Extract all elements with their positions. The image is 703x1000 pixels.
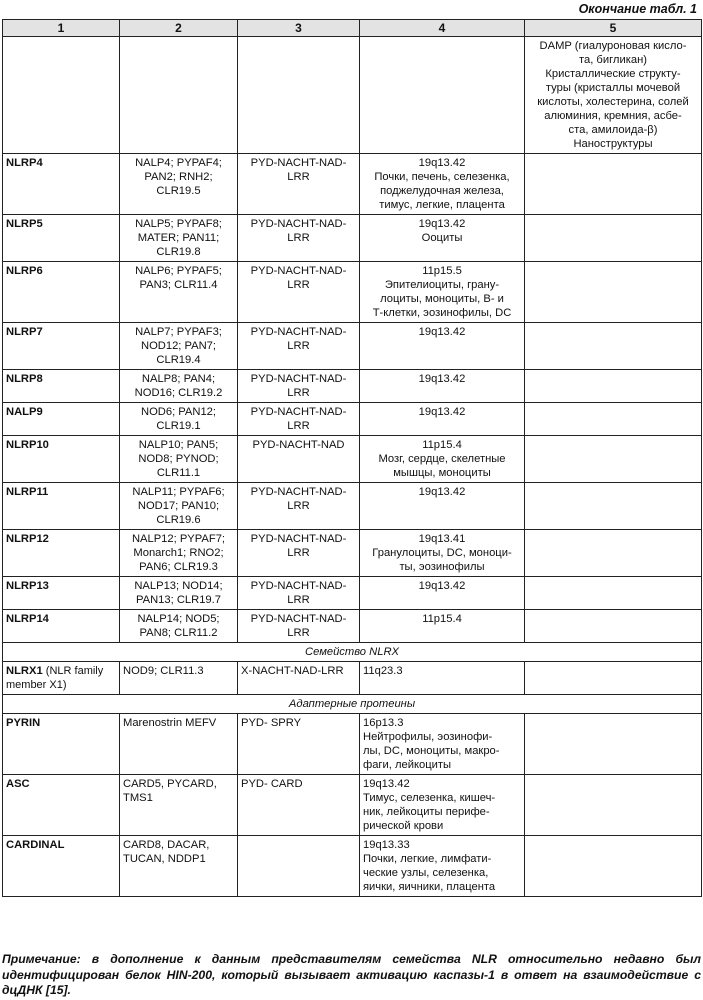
cell-line: Наноструктуры <box>573 138 653 150</box>
cell-line: PYD-NACHT-NAD- <box>250 326 347 338</box>
locus-tissue-cell <box>360 530 525 577</box>
header-row <box>3 20 702 37</box>
protein-name-cell <box>3 714 120 775</box>
cell-line: LRR <box>287 340 310 352</box>
locus-tissue-cell <box>360 714 525 775</box>
col-header-3: 3 <box>238 20 360 37</box>
locus-value: 11q23.3 <box>363 665 403 677</box>
cell-line: LRR <box>287 279 310 291</box>
domain-value: X-NACHT-NAD-LRR <box>241 665 344 677</box>
protein-name-cell <box>3 154 120 215</box>
cell-line: NOD17; PAN10; <box>137 500 220 512</box>
locus-tissue-cell <box>360 436 525 483</box>
table-row <box>3 154 702 215</box>
locus-tissue-cell <box>360 370 525 403</box>
domain-cell <box>238 577 360 610</box>
protein-name: NLRP6 <box>6 265 43 277</box>
cell-line: Кристаллические структу- <box>545 68 681 80</box>
protein-name: NLRP5 <box>6 218 43 230</box>
table-row <box>3 436 702 483</box>
protein-name: NLRP4 <box>6 157 43 169</box>
locus-tissue-cell <box>360 775 525 836</box>
alias-cell <box>120 436 238 483</box>
protein-fullname: (NLR family member X1) <box>6 665 104 691</box>
cell-line: кислоты, холестерина, солей <box>537 96 689 108</box>
cell-line: Почки, печень, селезенка, <box>374 171 510 183</box>
locus-value: 19q13.42 <box>418 326 466 338</box>
protein-name-cell <box>3 836 120 897</box>
cell-line: туры (кристаллы мочевой <box>545 82 681 94</box>
cell-line: PYD-NACHT-NAD- <box>250 486 347 498</box>
locus-value: 19q13.41 <box>418 533 466 545</box>
alias-cell <box>120 714 238 775</box>
domain-value: PYD- CARD <box>241 778 303 790</box>
cell-line: PYD-NACHT-NAD- <box>250 406 347 418</box>
locus-tissue-cell <box>360 610 525 643</box>
protein-name-cell <box>3 370 120 403</box>
empty-cell <box>360 37 525 154</box>
table-row <box>3 610 702 643</box>
cell-line: PAN2; RNH2; <box>144 171 213 183</box>
cell-line: Мозг, сердце, скелетные <box>378 453 506 465</box>
locus-value: 16p13.3 <box>363 717 404 729</box>
cell-line: та, бигликан) <box>579 54 647 66</box>
cell-line: CLR19.4 <box>156 354 201 366</box>
activator-cell <box>525 370 702 403</box>
cell-line: Почки, легкие, лимфати- <box>363 853 492 865</box>
locus-tissue-cell <box>360 483 525 530</box>
alias-cell <box>120 370 238 403</box>
col-header-2: 2 <box>120 20 238 37</box>
locus-value: 19q13.42 <box>363 778 410 790</box>
cell-line: ста, амилоида-β) <box>568 124 658 136</box>
locus-tissue-cell <box>360 262 525 323</box>
protein-name: NALP9 <box>6 406 43 418</box>
domain-cell <box>238 436 360 483</box>
protein-name: NLRP12 <box>6 533 49 545</box>
cell-line: NALP4; PYPAF4; <box>135 157 222 169</box>
cell-line: DAMP (гиалуроновая кисло- <box>539 40 687 52</box>
cell-line: CLR19.8 <box>156 246 201 258</box>
locus-tissue-cell <box>360 215 525 262</box>
cell-line: LRR <box>287 232 310 244</box>
cell-line: PAN6; CLR19.3 <box>139 561 218 573</box>
cell-line: CLR11.1 <box>156 467 201 479</box>
cell-line: Нейтрофилы, эозинофи- <box>363 731 493 743</box>
domain-cell <box>238 775 360 836</box>
table-row <box>3 370 702 403</box>
cell-line: PAN8; CLR11.2 <box>139 627 218 639</box>
activator-cell <box>525 577 702 610</box>
cell-line: Гранулоциты, DC, моноци- <box>372 547 512 559</box>
protein-name: NLRP10 <box>6 439 49 451</box>
locus-value: 19q13.42 <box>418 580 466 592</box>
cell-line: фаги, лейкоциты <box>363 759 452 771</box>
cell-line: рической крови <box>363 820 444 832</box>
alias-cell <box>120 262 238 323</box>
cell-line: LRR <box>287 171 310 183</box>
cell-line: Эпителиоциты, грану- <box>384 279 500 291</box>
cell-line: LRR <box>287 547 310 559</box>
table-row <box>3 262 702 323</box>
protein-name: CARDINAL <box>6 839 65 851</box>
alias-cell <box>120 530 238 577</box>
cell-line: NOD8; PYNOD; <box>138 453 219 465</box>
cell-line: ты, эозинофилы <box>399 561 485 573</box>
protein-name: PYRIN <box>6 717 41 729</box>
alias-cell <box>120 610 238 643</box>
data-table <box>2 19 702 897</box>
locus-value: 11p15.4 <box>422 439 462 451</box>
domain-cell <box>238 403 360 436</box>
damp-activators-cell <box>525 37 702 154</box>
protein-name-cell <box>3 483 120 530</box>
section-title: Семейство NLRX <box>3 643 702 662</box>
alias-value: NOD9; CLR11.3 <box>123 665 204 677</box>
cell-line: NALP10; PAN5; <box>138 439 219 451</box>
domain-value: PYD- SPRY <box>241 717 302 729</box>
protein-name: NLRP13 <box>6 580 49 592</box>
section-row-nlrx <box>3 643 702 662</box>
cell-line: LRR <box>287 420 310 432</box>
cell-line: CLR19.5 <box>156 185 201 197</box>
cell-line: NALP13; NOD14; <box>134 580 223 592</box>
locus-value: 19q13.42 <box>418 406 466 418</box>
table-row <box>3 215 702 262</box>
section-title: Адаптерные протеины <box>3 695 702 714</box>
cell-line: MATER; PAN11; <box>137 232 220 244</box>
domain-cell <box>238 370 360 403</box>
activator-cell <box>525 714 702 775</box>
domain-cell <box>238 662 360 695</box>
cell-line: Ооциты <box>421 232 463 244</box>
cell-line: LRR <box>287 387 310 399</box>
cell-line: NALP11; PYPAF6; <box>132 486 225 498</box>
cell-line: TUCAN, NDDP1 <box>123 853 206 865</box>
cell-line: лы, DC, моноциты, макро- <box>363 745 500 757</box>
protein-name-cell <box>3 215 120 262</box>
domain-cell <box>238 530 360 577</box>
alias-cell <box>120 215 238 262</box>
alias-cell <box>120 577 238 610</box>
locus-tissue-cell <box>360 154 525 215</box>
cell-line: PYD-NACHT-NAD- <box>250 373 347 385</box>
activator-cell <box>525 775 702 836</box>
protein-name-cell <box>3 403 120 436</box>
domain-cell <box>238 714 360 775</box>
table-row <box>3 775 702 836</box>
alias-cell <box>120 403 238 436</box>
alias-cell <box>120 154 238 215</box>
alias-cell <box>120 775 238 836</box>
activator-cell <box>525 836 702 897</box>
protein-name-cell <box>3 662 120 695</box>
cell-line: лоциты, моноциты, В- и <box>380 293 504 305</box>
domain-cell <box>238 483 360 530</box>
cell-line: Monarch1; RNO2; <box>133 547 224 559</box>
alias-cell <box>120 836 238 897</box>
locus-value: 19q13.42 <box>418 157 466 169</box>
cell-line: Marenostrin MEFV <box>123 717 217 729</box>
col-header-1: 1 <box>3 20 120 37</box>
table-row <box>3 530 702 577</box>
locus-tissue-cell <box>360 662 525 695</box>
cell-line: PYD-NACHT-NAD- <box>250 218 347 230</box>
activator-cell <box>525 262 702 323</box>
cell-line: LRR <box>287 627 310 639</box>
empty-cell <box>3 37 120 154</box>
locus-value: 19q13.33 <box>363 839 410 851</box>
protein-name-cell <box>3 610 120 643</box>
cell-line: NALP12; PYPAF7; <box>131 533 226 545</box>
cell-line: NOD6; PAN12; <box>140 406 217 418</box>
table-continuation-caption: Окончание табл. 1 <box>578 2 697 16</box>
cell-line: алюминия, кремния, асбе- <box>544 110 682 122</box>
protein-name: NLRP8 <box>6 373 43 385</box>
locus-tissue-cell <box>360 403 525 436</box>
table-row <box>3 714 702 775</box>
cell-line: PYD-NACHT-NAD- <box>250 157 347 169</box>
cell-line: NALP5; PYPAF8; <box>135 218 222 230</box>
activator-cell <box>525 154 702 215</box>
domain-cell <box>238 154 360 215</box>
domain-cell <box>238 836 360 897</box>
activator-cell <box>525 323 702 370</box>
activator-cell <box>525 662 702 695</box>
table-row <box>3 483 702 530</box>
domain-cell <box>238 323 360 370</box>
activator-cell <box>525 436 702 483</box>
activator-cell <box>525 610 702 643</box>
cell-line: PAN13; CLR19.7 <box>136 594 221 606</box>
empty-cell <box>120 37 238 154</box>
table-footnote: Примечание: в дополнение к данным представителям семейства NLR относительно недавно был идентифицирован белок HIN-200, который вызывает активацию каспазы-1 в ответ на взаимодействие с дцДНК [15]. <box>2 952 701 997</box>
locus-value: 11p15.5 <box>422 265 462 277</box>
alias-cell <box>120 483 238 530</box>
protein-name-cell <box>3 323 120 370</box>
protein-name-cell <box>3 530 120 577</box>
section-row-adapter <box>3 695 702 714</box>
locus-tissue-cell <box>360 323 525 370</box>
table-row <box>3 403 702 436</box>
protein-name-cell <box>3 775 120 836</box>
cell-line: NOD12; PAN7; <box>140 340 217 352</box>
cell-line: тимус, легкие, плацента <box>379 199 505 211</box>
cell-line: CLR19.1 <box>156 420 201 432</box>
protein-name: NLRP14 <box>6 613 49 625</box>
protein-name-cell <box>3 577 120 610</box>
cell-line: Тимус, селезенка, кишеч- <box>363 792 496 804</box>
locus-value: 19q13.42 <box>418 486 466 498</box>
table-row <box>3 323 702 370</box>
activator-cell <box>525 215 702 262</box>
cell-line: LRR <box>287 500 310 512</box>
locus-value: 11p15.4 <box>422 613 462 625</box>
cell-line: PYD-NACHT-NAD- <box>250 533 347 545</box>
col-header-5: 5 <box>525 20 702 37</box>
cell-line: NALP14; NOD5; <box>137 613 220 625</box>
cell-line: NALP8; PAN4; <box>141 373 216 385</box>
cell-line: поджелудочная железа, <box>380 185 504 197</box>
cell-line: NALP6; PYPAF5; <box>135 265 222 277</box>
domain-cell <box>238 262 360 323</box>
domain-cell <box>238 610 360 643</box>
domain-cell <box>238 215 360 262</box>
table-row <box>3 577 702 610</box>
cell-line: NALP7; PYPAF3; <box>135 326 222 338</box>
cell-line: CARD8, DACAR, <box>123 839 210 851</box>
locus-value: 19q13.42 <box>418 218 466 230</box>
cell-line: NOD16; CLR19.2 <box>134 387 223 399</box>
cell-line: CARD5, PYCARD, <box>123 778 217 790</box>
protein-name-cell <box>3 262 120 323</box>
cell-line: ник, лейкоциты перифе- <box>363 806 490 818</box>
cell-line: ческие узлы, селезенка, <box>363 867 489 879</box>
table-row-damp <box>3 37 702 154</box>
alias-cell <box>120 662 238 695</box>
empty-cell <box>238 37 360 154</box>
cell-line: TMS1 <box>123 792 153 804</box>
cell-line: LRR <box>287 594 310 606</box>
col-header-4: 4 <box>360 20 525 37</box>
cell-line: PYD-NACHT-NAD <box>252 439 345 451</box>
protein-name: NLRP11 <box>6 486 49 498</box>
cell-line: мышцы, моноциты <box>393 467 491 479</box>
protein-name: NLRP7 <box>6 326 43 338</box>
cell-line: PYD-NACHT-NAD- <box>250 265 347 277</box>
protein-name: ASC <box>6 778 30 790</box>
table-row <box>3 662 702 695</box>
activator-cell <box>525 483 702 530</box>
table-row <box>3 836 702 897</box>
cell-line: PYD-NACHT-NAD- <box>250 580 347 592</box>
cell-line: CLR19.6 <box>156 514 201 526</box>
activator-cell <box>525 530 702 577</box>
locus-tissue-cell <box>360 836 525 897</box>
alias-cell <box>120 323 238 370</box>
cell-line: PAN3; CLR11.4 <box>139 279 218 291</box>
protein-name: NLRX1 <box>6 665 43 677</box>
cell-line: Т-клетки, эозинофилы, DC <box>372 307 512 319</box>
locus-tissue-cell <box>360 577 525 610</box>
locus-value: 19q13.42 <box>418 373 466 385</box>
activator-cell <box>525 403 702 436</box>
cell-line: яички, яичники, плацента <box>363 881 496 893</box>
protein-name-cell <box>3 436 120 483</box>
cell-line: PYD-NACHT-NAD- <box>250 613 347 625</box>
